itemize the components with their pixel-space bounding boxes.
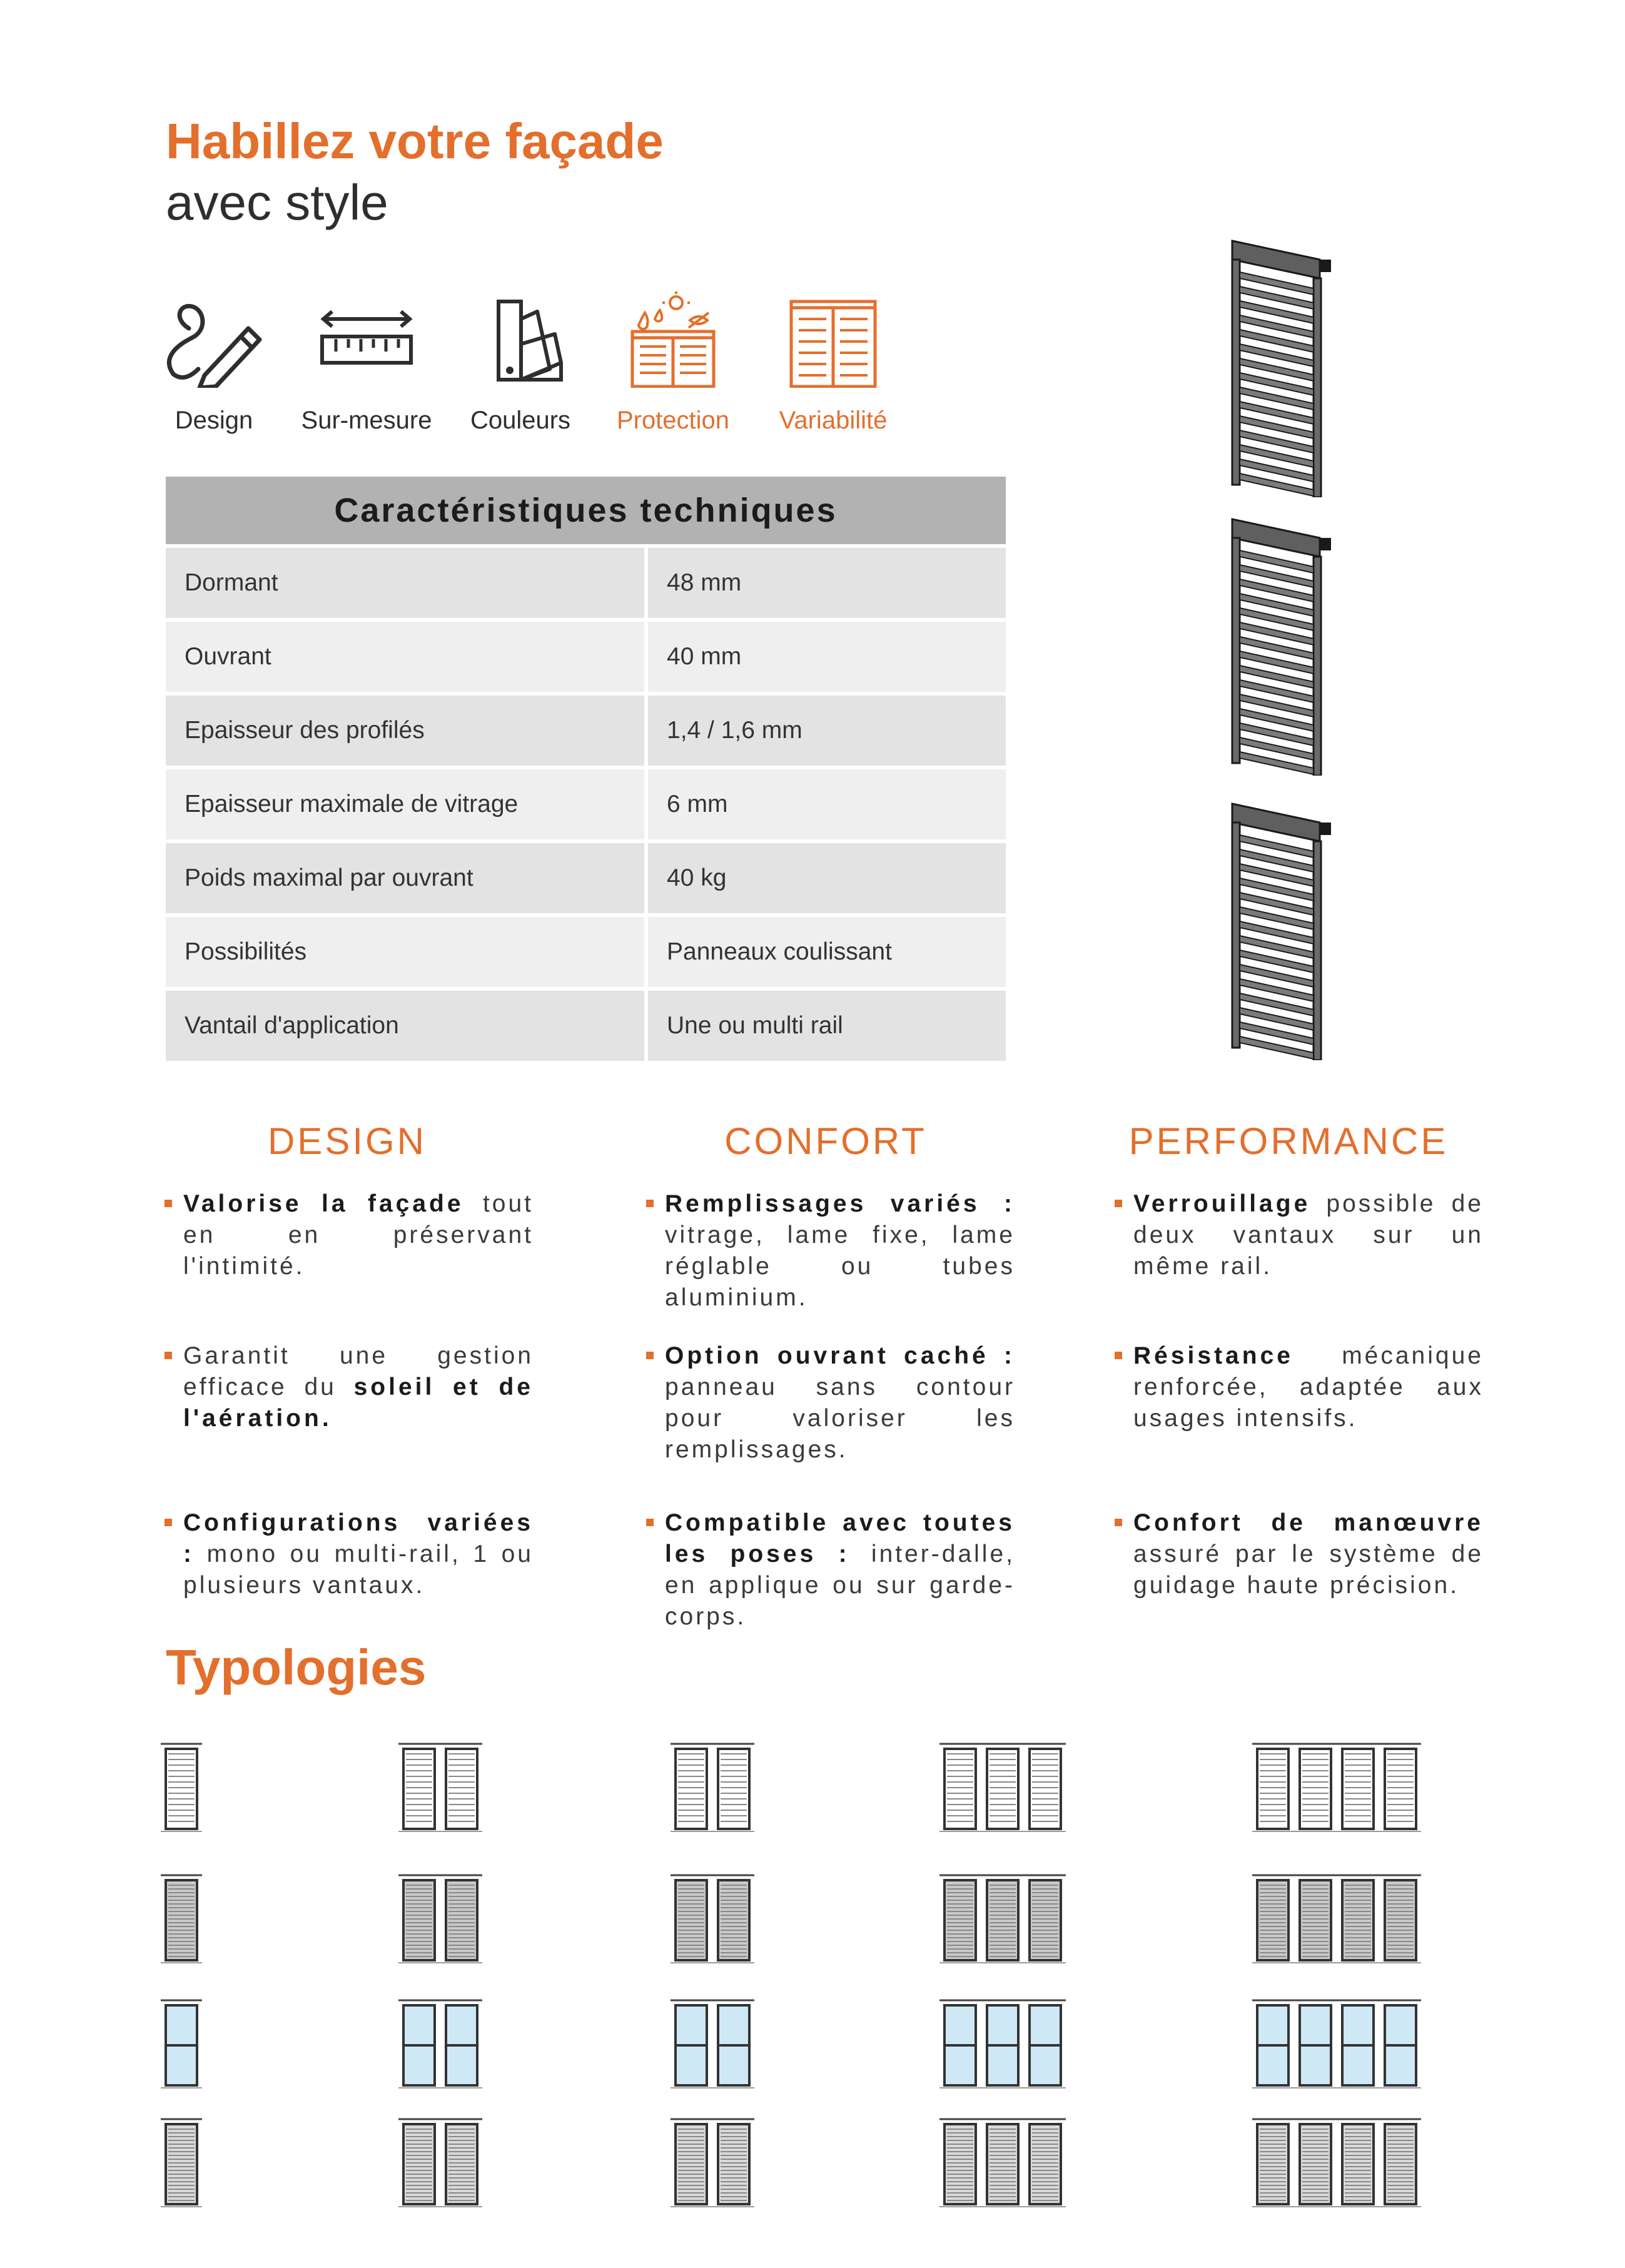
table-row (166, 769, 1006, 839)
list-item: Valorise la façade tout en en préservant l'intimité. (183, 1188, 534, 1282)
bullet-marker (646, 1352, 654, 1359)
list-item: Verrouillage possible de deux vantaux sur un même rail. (1133, 1188, 1484, 1282)
shutter-product-illustration (1226, 513, 1351, 776)
column-title-design: DESIGN (267, 1120, 427, 1162)
page-subtitle: avec style (166, 175, 388, 230)
column-title-confort: CONFORT (724, 1120, 927, 1162)
typology-persienne-4 (1252, 1744, 1421, 1831)
spec-label: Epaisseur des profilés (166, 696, 644, 766)
bullet-marker (1115, 1352, 1122, 1359)
list-item: Remplissages variés : vitrage, lame fixe, lame réglable ou tubes aluminium. (665, 1188, 1015, 1314)
spec-label: Vantail d'application (166, 991, 644, 1061)
typology-persienne-2 (671, 1744, 754, 1831)
typology-persienne-2 (398, 1744, 482, 1831)
pen-icon (161, 294, 267, 388)
typology-lames-reglables-2 (398, 2119, 482, 2207)
spec-value: 40 kg (648, 843, 1006, 913)
list-item: Garantit une gestion efficace du soleil et de l'aération. (183, 1340, 534, 1434)
typology-lames-fixes-2 (398, 1875, 482, 1963)
spec-value: 40 mm (648, 622, 1006, 692)
typology-lames-fixes-1 (161, 1875, 202, 1963)
typology-vitrage-4 (1252, 2000, 1421, 2088)
feature-label: Variabilité (779, 407, 888, 434)
typology-vitrage-3 (939, 2000, 1066, 2088)
ruler-icon (313, 294, 420, 388)
typologies-grid (150, 1726, 1476, 2214)
spec-value: Panneaux coulissant (648, 917, 1006, 987)
typology-lames-fixes-3 (939, 1875, 1066, 1963)
typology-vitrage-1 (161, 2000, 202, 2088)
typology-lames-reglables-3 (939, 2119, 1066, 2207)
list-item: Configurations variées : mono ou multi-rail, 1 ou plusieurs vantaux. (183, 1507, 534, 1601)
list-item: Option ouvrant caché : panneau sans contour pour valoriser les remplissages. (665, 1340, 1015, 1466)
shutter-product-illustration (1226, 235, 1351, 497)
specs-table (166, 477, 1006, 1061)
typology-lames-fixes-2 (671, 1875, 754, 1963)
bullet-marker (165, 1200, 172, 1207)
feature-design (139, 294, 289, 435)
protection-shutter-icon (620, 256, 726, 388)
bullet-marker (646, 1200, 654, 1207)
typology-persienne-3 (939, 1744, 1066, 1831)
list-item: Compatible avec toutes les poses : inter-dalle, en applique ou sur garde-corps. (665, 1507, 1015, 1633)
typology-lames-fixes-4 (1252, 1875, 1421, 1963)
table-row (166, 991, 1006, 1061)
typology-lames-reglables-1 (161, 2119, 202, 2207)
spec-value: 48 mm (648, 548, 1006, 618)
spec-label: Dormant (166, 548, 644, 618)
feature-label: Design (175, 407, 253, 434)
shutter-product-illustration (1226, 797, 1351, 1060)
column-title-performance: PERFORMANCE (1128, 1120, 1449, 1162)
table-row (166, 696, 1006, 766)
feature-label: Sur-mesure (301, 407, 432, 434)
shutter-panels-icon (780, 294, 886, 388)
feature-protection (598, 294, 748, 435)
feature-sur-mesure (291, 294, 442, 435)
typologies-title: Typologies (166, 1639, 427, 1695)
bullet-marker (1115, 1519, 1122, 1526)
list-item: Résistance mécanique renforcée, adaptée aux usages intensifs. (1133, 1340, 1484, 1434)
bullet-marker (1115, 1200, 1122, 1207)
spec-value: Une ou multi rail (648, 991, 1006, 1061)
spec-value: 6 mm (648, 769, 1006, 839)
typology-lames-reglables-2 (671, 2119, 754, 2207)
specs-title: Caractéristiques techniques (166, 477, 1006, 544)
table-row (166, 622, 1006, 692)
bullet-marker (165, 1519, 172, 1526)
list-item: Confort de manœuvre assuré par le système de guidage haute précision. (1133, 1507, 1484, 1601)
table-row (166, 917, 1006, 987)
spec-label: Ouvrant (166, 622, 644, 692)
spec-label: Possibilités (166, 917, 644, 987)
feature-couleurs (445, 294, 595, 435)
bullet-marker (165, 1352, 172, 1359)
color-swatch-icon (467, 294, 574, 388)
bullet-marker (646, 1519, 654, 1526)
feature-variabilite (758, 294, 908, 435)
typology-vitrage-2 (671, 2000, 754, 2088)
typology-persienne-1 (161, 1744, 202, 1831)
page-title: Habillez votre façade (166, 113, 664, 169)
spec-label: Epaisseur maximale de vitrage (166, 769, 644, 839)
spec-label: Poids maximal par ouvrant (166, 843, 644, 913)
feature-label: Protection (616, 407, 730, 434)
typology-lames-reglables-4 (1252, 2119, 1421, 2207)
typology-vitrage-2 (398, 2000, 482, 2088)
feature-label: Couleurs (470, 407, 571, 434)
table-row (166, 548, 1006, 618)
table-row (166, 843, 1006, 913)
spec-value: 1,4 / 1,6 mm (648, 696, 1006, 766)
